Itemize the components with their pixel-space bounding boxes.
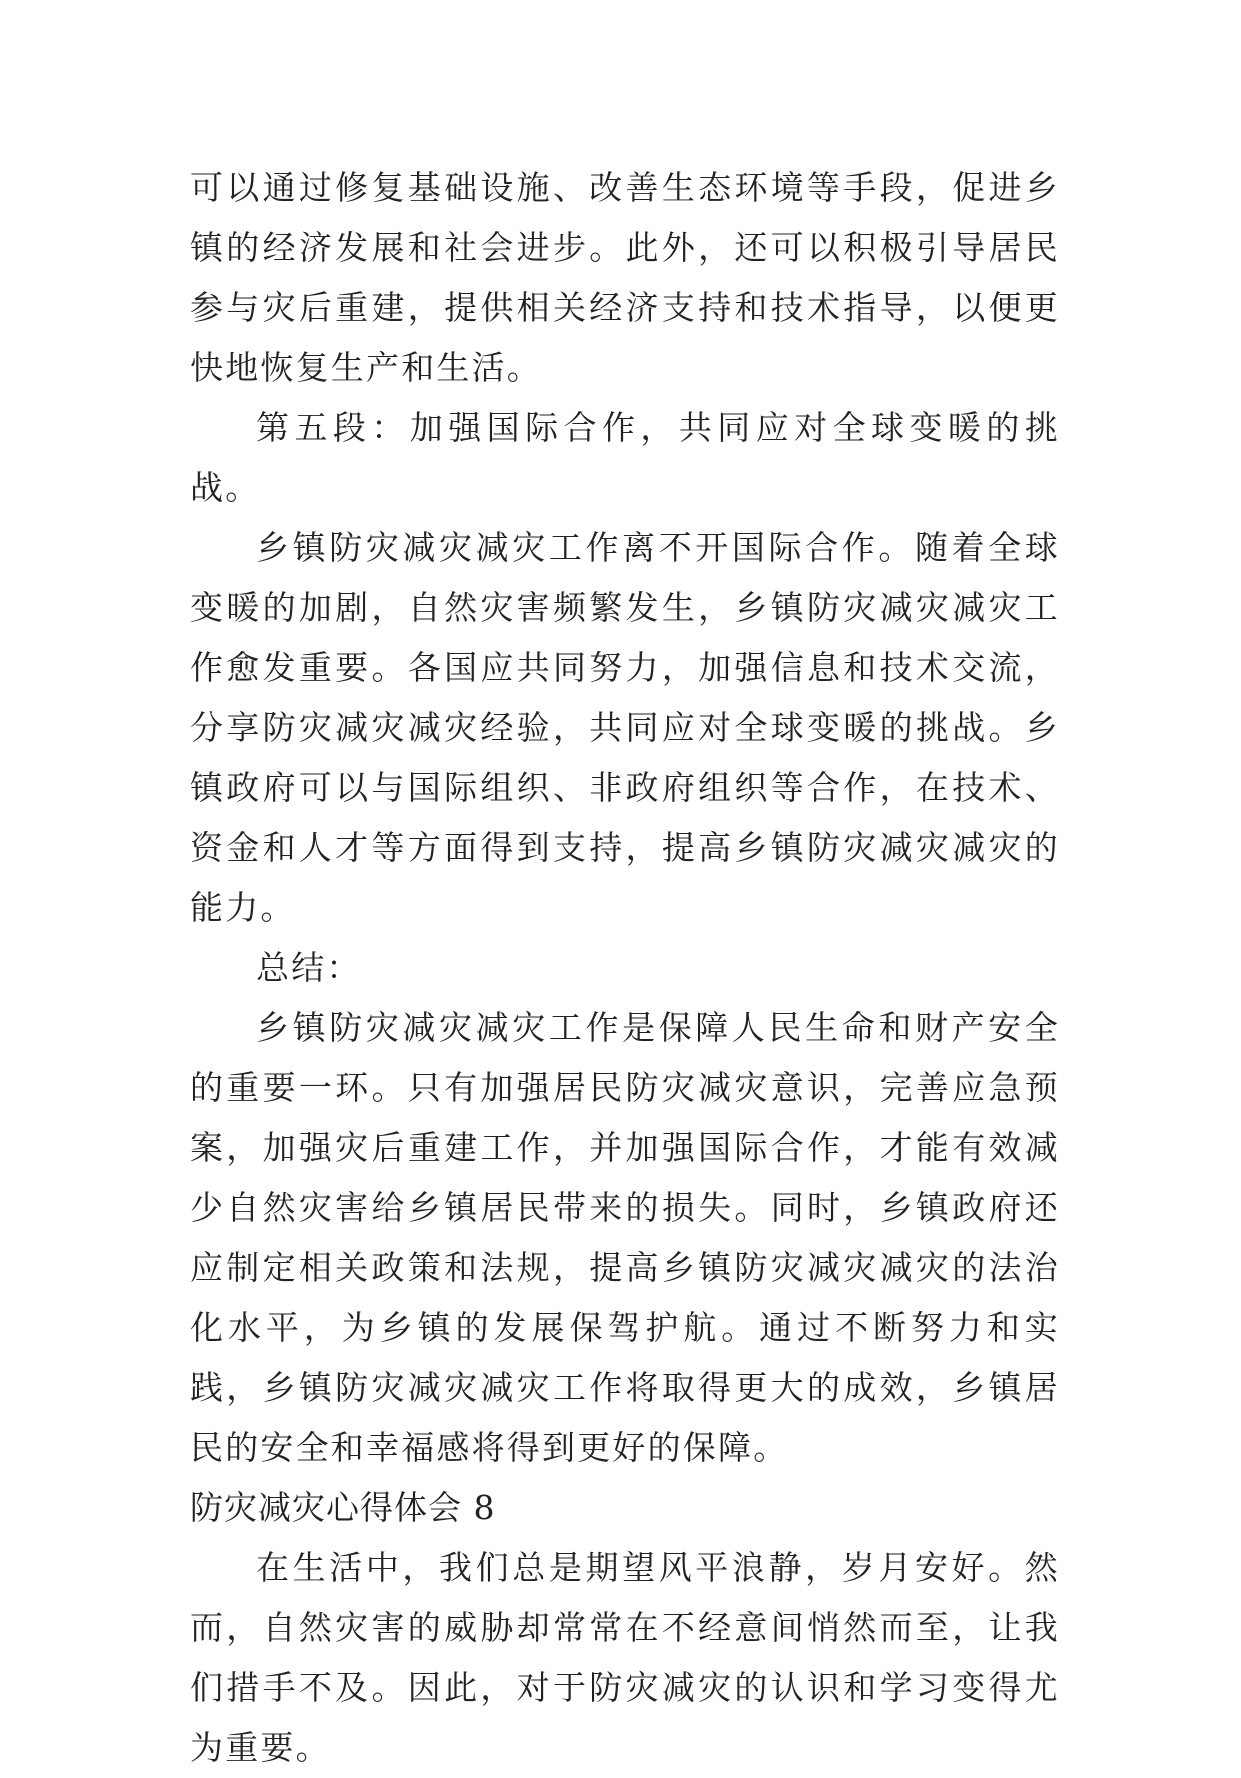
paragraph-summary: 乡镇防灾减灾减灾工作是保障人民生命和财产安全的重要一环。只有加强居民防灾减灾意识，完善应急预案，加强灾后重建工作，并加强国际合作，才能有效减少自然灾害给乡镇居民带来的损失。同时，乡镇政府还应制定相关政策和法规，提高乡镇防灾减灾减灾的法治化水平，为乡镇的发展保驾护航。通过不断努力和实践，乡镇防灾减灾减灾工作将取得更大的成效，乡镇居民的安全和幸福感将得到更好的保障。 [190, 1008, 1060, 1467]
paragraph-international-cooperation: 乡镇防灾减灾减灾工作离不开国际合作。随着全球变暖的加剧，自然灾害频繁发生，乡镇防灾减灾减灾工作愈发重要。各国应共同努力，加强信息和技术交流，分享防灾减灾减灾经验，共同应对全球变暖的挑战。乡镇政府可以与国际组织、非政府组织等合作，在技术、资金和人才等方面得到支持，提高乡镇防灾减灾减灾的能力。 [190, 528, 1060, 927]
section-heading: 防灾减灾心得体会 8 [190, 1488, 496, 1527]
document-body [190, 158, 1060, 1778]
paragraph-section-five-title: 第五段：加强国际合作，共同应对全球变暖的挑战。 [190, 408, 1060, 507]
paragraph-continuation: 可以通过修复基础设施、改善生态环境等手段，促进乡镇的经济发展和社会进步。此外，还可以积极引导居民参与灾后重建，提供相关经济支持和技术指导，以便更快地恢复生产和生活。 [190, 168, 1060, 387]
paragraph-summary-label: 总结： [256, 948, 362, 987]
paragraph-intro-section-eight: 在生活中，我们总是期望风平浪静，岁月安好。然而，自然灾害的威胁却常常在不经意间悄然而至，让我们措手不及。因此，对于防灾减灾的认识和学习变得尤为重要。 [190, 1548, 1060, 1767]
